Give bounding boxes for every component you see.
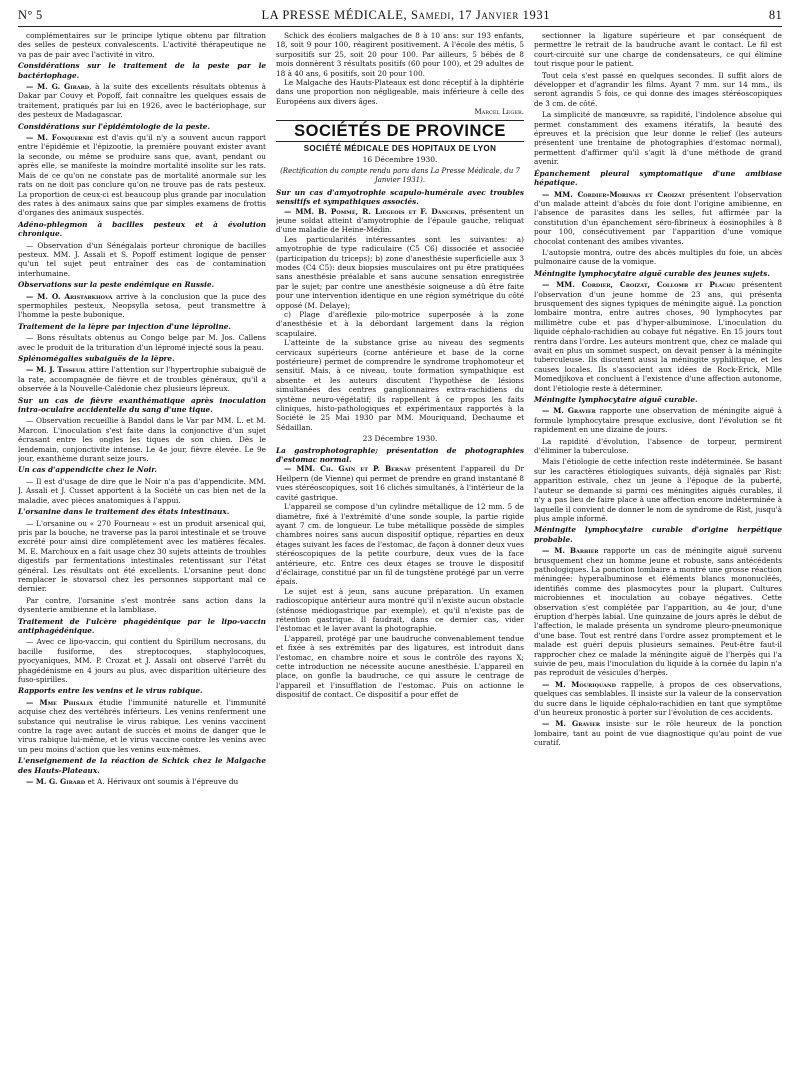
article-heading: Épanchement pleural symptomatique d'une amibiase hépatique.: [534, 168, 782, 188]
page-header: [18, 8, 782, 27]
column-2-body: [276, 188, 524, 433]
article-heading: Méningite lymphocytaire aiguë curable des jeunes sujets.: [534, 268, 770, 278]
author-names: — M. Barbier: [542, 546, 599, 556]
page-number-right: 81: [768, 8, 782, 22]
paragraph-text: Mais l'étiologie de cette infection reste indéterminée. Se basant sur les caractères étiologiques suivants, déjà signalés par Rist: apparition estivale, chez un jeune à l'époque de la puberté, l'auteur se demande si parmi ces méningites aiguës curables, il n'y a pas lieu de faire place à une affection encore indéterminée à laquelle il convient de donner le nom de syndrome de Rist, jusqu'à plus ample informé.: [534, 457, 782, 523]
author-names: — M. G. Girard: [26, 777, 86, 787]
article-paragraph: [18, 698, 266, 754]
author-names: — M. O. Aristarkhova: [26, 291, 113, 301]
article-paragraph: [276, 31, 524, 78]
author-names: — M. J. Tisseuil: [26, 365, 87, 375]
author-names: — M. Gravier: [542, 719, 601, 729]
paragraph-text: arrive à la conclusion que la puce des spermophiles pesteux, Neopsylla setosa, peut transmettre à l'homme la peste bubonique.: [18, 291, 266, 320]
author-names: — M. G. Girard: [26, 82, 90, 92]
article-paragraph: [534, 680, 782, 718]
column-1: [18, 31, 266, 1066]
article-paragraph: [18, 333, 266, 352]
article-paragraph: [276, 338, 524, 432]
article-paragraph: [276, 310, 524, 338]
article-paragraph: [534, 406, 782, 434]
paragraph-text: L'appareil, protégé par une baudruche convenablement tendue et fixée à ses extrémités par des ligatures, est introduit dans l'estomac, en chambre noire et sous le contrôle des rayons X; cette introduction ne nécessite aucune anesthésie. L'appareil en place, on gonfle la baudruche, ce qui assure le centrage de l'appareil et l'insufflation de l'estomac. Puis on actionne le dispositif de contact. Ce dispositif a pour effet de: [276, 633, 524, 700]
article-paragraph: [534, 190, 782, 246]
paragraph-text: rappelle, à propos de ces observations, quelques cas semblables. Il insiste sur la valeur de la conservation du sucre dans le liquide céphalo-rachidien en tant que symptôme d'un heureux pronostic à porter sur l'évolution de ces accidents.: [534, 679, 782, 718]
article-paragraph: [534, 546, 782, 678]
author-names: — MM. B. Pommé, R. Liégeois et F. Dancenis: [284, 206, 465, 216]
paragraph-text: rapporte une observation de méningite aiguë à formule lymphocytaire presque exclusive, dont l'évolution se fit rapidement en une dizaine de jours.: [534, 406, 782, 435]
article-paragraph: [534, 110, 782, 166]
paragraph-text: — Il est d'usage de dire que le Noir n'a pas d'appendicite. MM. J. Assali et J. Cusset apportent à la Société un cas bien net de la maladie, avec pièces anatomiques à l'appui.: [18, 476, 266, 505]
article-paragraph: [18, 416, 266, 463]
author-names: — MM. Cordier-Morinas et Croizat: [542, 189, 686, 199]
paragraph-text: — Bons résultats obtenus au Congo belge par M. Jos. Callens avec le produit de la trituration d'un lépromé injecté sous la peau.: [18, 333, 266, 352]
paragraph-text: rapporte un cas de méningite aiguë survenu brusquement chez un homme jeune et robuste, sans antécédents pathologiques. La ponction lombaire a montré une grosse réaction méningée: hyperalbuminose et éléments blancs mononucléés, identifiés comme des plasmocytes pour la plupart. Cultures microbiennes et inoculation au cobaye négatives. Cette observation s'est complétée par l'apparition, au 4e jour, d'une éruption d'herpès labial. Une quinzaine de jours après le début de l'affection, le malade présenta un syndrome pleuro-pneumonique d'une base. Tout est rentré dans l'ordre assez promptement et le malade est guéri depuis plusieurs semaines. Peut-être faut-il rapprocher chez ce malade la méningite aiguë de l'herpès qui l'a suivie de peu, mais l'inoculation du liquide à la cornée du lapin n'a pas reproduit de vésicules d'herpès.: [534, 546, 782, 678]
paragraph-text: L'atteinte de la substance grise au niveau des segments cervicaux supérieurs (corne antérieure et base de la corne postérieure) permet de comprendre le syndrome trophomoteur et sensitif. Mais, à ce niveau, toute formation sympathique est absente et les auteurs discutent l'hypothèse de lésions simultanées des centres ganglionnaires extra-rachidiens du système neuro-végétatif; ils rappellent à ce propos les faits cliniques, histo-pathologiques et expérimentaux rapportés à la Société le 25 Mai 1930 par MM. Mouriquand, Dechaume et Sédaillan.: [276, 338, 524, 432]
signature: Marcel Leger.: [474, 108, 524, 117]
article-paragraph: [18, 31, 266, 59]
article-heading: L'orsanine dans le traitement des états intestinaux.: [18, 507, 230, 517]
page-number-left: N° 5: [18, 8, 43, 22]
text-columns: [18, 31, 782, 1066]
article-paragraph: [534, 71, 782, 109]
column-2-bottom: [276, 446, 524, 700]
author-names: — M. Gravier: [542, 406, 596, 416]
paragraph-text: Le Malgache des Hauts-Plateaux est donc réceptif à la diphtérie dans une proportion non négligeable, mais inférieure à celle des Européens aux divers âges.: [276, 78, 524, 106]
paragraph-text: Schick des écoliers malgaches de 8 à 10 ans: sur 193 enfants, 18, soit 9 pour 100, réagirent positivement. A l'école des métis, 5 surpositifs sur 25, soit 20 pour 100. Par ailleurs, 5 bébés de 8 mois donnèrent 3 résultats positifs (60 pour 100), et 29 adultes de 18 à 40 ans, 6 positifs, soit 20 pour 100.: [276, 31, 524, 78]
article-heading: La gastrophotographie; présentation de photographies d'estomac normal.: [276, 445, 524, 465]
article-heading: Sur un cas d'amyotrophie scapulo-humérale avec troubles sensitifs et sympathiques associés.: [276, 187, 524, 207]
author-names: — MM. Cordier, Croizat, Collomb et Plachu: [542, 280, 736, 290]
article-paragraph: [18, 596, 266, 615]
article-paragraph: [276, 634, 524, 700]
paragraph-text: , présentent un jeune soldat atteint d'amyotrophie de l'épaule gauche, reliquat d'une maladie de Heine-Médin.: [276, 206, 524, 235]
article-paragraph: [534, 248, 782, 267]
article-heading: Observations sur la peste endémique en Russie.: [18, 280, 215, 290]
article-paragraph: [18, 777, 266, 786]
paragraph-text: sectionner la ligature supérieure et par conséquent de permettre le retrait de la baudruche avant le contact. Le fil est court-circuité sur une charge de condensateurs, ce qui élimine tout risque pour le patient.: [534, 31, 782, 69]
article-paragraph: [276, 207, 524, 235]
paragraph-text: , à la suite des excellents résultats obtenus à Dakar par Couvy et Popoff, fait connaître les quelques essais de traitement, pratiqués par lui en 1926, avec le bactériophage, sur des pesteux de Madagascar.: [18, 82, 266, 120]
paragraph-text: Le sujet est à jeun, sans aucune préparation. Un examen radioscopique antérieur aura montré qu'il n'existe aucun obstacle (sténose médiogastrique par exemple), et qu'il n'existe pas de rétention gastrique. Il faudrait, dans ce dernier cas, vider l'estomac et le laver avant la photographie.: [276, 586, 524, 634]
article-heading: Considérations sur l'épidémiologie de la peste.: [18, 121, 210, 131]
article-paragraph: [18, 133, 266, 218]
paragraph-text: est d'avis qu'il n'y a souvent aucun rapport entre l'épidémie et l'épizootie, la première pouvant exister avant la seconde, ou même se produire sans que, avant, pendant ou après elle, se manifeste la moindre mortalité insolite sur les rats. Mais de ce qu'on ne constate pas de mortalité anormale sur les rats on ne doit pas conclure qu'on ne trouve pas de rats pesteux. La proportion de ceux-ci est beaucoup plus grande par inoculation des rates à des animaux sains que par simples examens de frottis d'organes des animaux suspectés.: [18, 133, 266, 218]
author-names: — M. Mouriquand: [542, 679, 616, 689]
author-names: — Mme Phisalix: [26, 697, 93, 707]
article-heading: Considérations sur le traitement de la peste par le bactériophage.: [18, 61, 266, 80]
article-paragraph: [18, 365, 266, 393]
article-paragraph: [276, 502, 524, 587]
rectification-note: (Rectification du compte rendu paru dans La Presse Médicale, du 7 Janvier 1931).: [280, 166, 520, 185]
session-date-1: 16 Décembre 1930.: [362, 155, 438, 165]
article-heading: Sur un cas de fièvre exanthématique après inoculation intra-oculaire accidentelle du sang d'une tique.: [18, 395, 266, 415]
paragraph-text: attire l'attention sur l'hypertrophie subaiguë de la rate, accompagnée de fièvre et de troubles généraux, qu'il a observée à la Nouvelle-Calédonie chez plusieurs lépreux.: [18, 365, 266, 394]
paragraph-text: complémentaires sur le principe lytique obtenu par filtration des selles de pesteux convalescents. L'activité thérapeutique ne va pas de pair avec l'activité in vitro.: [18, 31, 266, 59]
paragraph-text: Les particularités intéressantes sont les suivantes: a) amyotrophie de type radiculaire (C5 C6) dissociée et associée (participation du triceps); b) zone d'anesthésie superficielle aux 3 modes (C4 C5): deux biopsies musculaires ont pu être pratiquées sans anesthésie préalable et sans aucune sensation enregistrée par le sujet; par contre une anesthésie soigneuse a dû être faite pour une intervention identique en une région symétrique du côté opposé (M. Delaye);: [276, 234, 524, 310]
article-paragraph: [276, 235, 524, 310]
article-heading: Rapports entre les venins et le virus rabique.: [18, 686, 203, 696]
article-paragraph: [18, 82, 266, 120]
session-date-2: 23 Décembre 1930.: [362, 434, 438, 444]
article-paragraph: [18, 637, 266, 684]
article-heading: Traitement de l'ulcère phagédénique par le lipo-vaccin antiphagédénique.: [18, 616, 266, 635]
article-heading: Méningite lymphocytaire aiguë curable.: [534, 395, 698, 405]
paragraph-text: — Observation recueillie à Bandol dans le Var par MM. L. et M. Marcon. L'inoculation s'est faite dans la conjonctive d'un sujet écrasant entre les ongles les tiques de son chien. Dès le lendemain, conjonctivite intense. Le 4e jour, fièvre élevée. Le 9e jour, exanthème durant seize jours.: [18, 416, 266, 464]
article-heading: L'enseignement de la réaction de Schick chez le Malgache des Hauts-Plateaux.: [18, 756, 266, 775]
paragraph-text: étudie l'immunité naturelle et l'immunité acquise chez des vertébrés inférieurs. Les venins renferment une substance qui neutralise le virus rabique. Les venins vaccinent contre la rage avec autant de succès et moins de danger que le virus rabique lui-même, et le virus vaccine contre les venins avec un peu moins d'action que les venins eux-mêmes.: [18, 697, 266, 754]
paragraph-text: présentent l'observation d'un jeune homme de 23 ans, qui présenta brusquement des signes typiques de méningite aiguë. La ponction lombaire montra, entre autres choses, 90 lymphocytes par millimètre cube et pas d'hyper-albuminose. L'inoculation du liquide céphalo-rachidien au cobaye fut négative. En 15 jours tout rentra dans l'ordre. Les auteurs montrent que, chez ce malade qui avait en plus un sommet suspect, on devait penser à la méningite tuberculeuse. Ils discutent aussi la méningite syphilitique, et les causes locales. Ils s'associent aux idées de Rock-Erick, Mlle Momedjikova et concluent à l'existence d'une affection autonome, dont l'étiologie reste à déterminer.: [534, 280, 782, 393]
paragraph-text: présentent l'appareil du Dr Heilpern (de Vienne) qui permet de prendre en grand instantané 8 vues stéréoscopiques, soit 16 clichés simultanés, à l'intérieur de la cavité gastrique.: [276, 464, 524, 502]
column-2-top: [276, 31, 524, 106]
article-paragraph: [18, 292, 266, 320]
paragraph-text: L'appareil se compose d'un cylindre métallique de 12 mm. 5 de diamètre, fixé à l'extrémité d'une sonde souple, la partie rigide ayant 7 cm. de longueur. Le tube métallique possède de simples chambres noires sans aucun dispositif optique, réparties en deux étages suivant les faces de l'estomac, de façon à donner deux vues stéréoscopiques de la petite courbure, deux vues de la face antérieure, etc. Entre ces deux étages se trouve le dispositif d'éclairage, constitué par un fil de tungstène protégé par un verre épais.: [276, 502, 524, 587]
column-2: [276, 31, 524, 1066]
article-paragraph: [534, 280, 782, 393]
paragraph-text: — Avec ce lipo-vaccin, qui contient du Spirillum necrosans, du bacille fusiforme, des streptocoques, staphylocoques, pyocyaniques, MM. P. Crozat et J. Assali ont observé l'arrêt du phagédénisme en 4 jours au plus, avec disparition ultérieure des fuso-spirilles.: [18, 637, 266, 684]
article-heading: Méningite lymphocytaire curable d'origine herpétique probable.: [534, 525, 782, 544]
paragraph-text: L'autopsie montra, outre des abcès multiples du foie, un abcès pulmonaire cause de la vomique.: [534, 247, 782, 267]
paragraph-text: — Observation d'un Sénégalais porteur chronique de bacilles pesteux. MM. J. Assali et S. Popoff estiment logique de penser qu'un tel sujet peut entraîner des cas de contamination interhumaine.: [18, 240, 266, 278]
paragraph-text: présentent l'observation d'un malade atteint d'abcès du foie dont l'origine amibienne, en l'absence de parasites dans les selles, fut affirmée par la constitution d'un épanchement séro-fibrineux à éosinophiles à 8 pour 100, consécutivement par l'apparition d'une vomique chocolat contenant des amibes vivantes.: [534, 189, 782, 246]
paragraph-text: insiste sur le rôle heureux de la ponction lombaire, tant au point de vue diagnostique qu'au point de vue curatif.: [534, 719, 782, 748]
article-heading: Splénomégalies subaiguës de la lèpre.: [18, 354, 175, 363]
article-paragraph: [534, 437, 782, 456]
article-heading: Traitement de la lèpre par injection d'une léproline.: [18, 321, 231, 331]
paragraph-text: c) Plage d'aréflexie pilo-motrice superposée à la zone d'anesthésie et à la débordant largement dans la région scapulaire.: [276, 309, 524, 338]
article-heading: Adéno-phlegmon à bacilles pesteux et à évolution chronique.: [18, 219, 266, 239]
article-paragraph: [534, 31, 782, 69]
section-title: SOCIÉTÉS DE PROVINCE: [276, 120, 524, 142]
article-paragraph: [276, 78, 524, 106]
article-paragraph: [18, 519, 266, 594]
column-3: [534, 31, 782, 1066]
paragraph-text: Par contre, l'orsanine s'est montrée sans action dans la dysenterie amibienne et la lambliase.: [18, 595, 266, 615]
article-paragraph: [534, 719, 782, 747]
journal-title: LA PRESSE MÉDICALE, Samedi, 17 Janvier 1931: [261, 8, 551, 22]
society-name: SOCIÉTÉ MÉDICALE DES HOPITAUX DE LYON: [303, 144, 497, 154]
paragraph-text: La rapidité d'évolution, l'absence de torpeur, permirent d'éliminer la tuberculose.: [534, 436, 782, 456]
article-paragraph: [276, 464, 524, 502]
paragraph-text: et A. Hérivaux ont soumis à l'épreuve du: [85, 777, 239, 787]
article-paragraph: [18, 477, 266, 505]
article-heading: Un cas d'appendicite chez le Noir.: [18, 465, 157, 475]
article-paragraph: [18, 241, 266, 279]
paragraph-text: Tout cela s'est passé en quelques secondes. Il suffit alors de développer et d'agrandir les films. Ayant 7 mm. sur 14 mm., ils seront agrandis 5 fois, ce qui donne des images stéréoscopiques de 3 cm. de côté.: [534, 70, 782, 108]
author-names: — MM. Ch. Gaïn et P. Bernay: [284, 464, 411, 474]
paragraph-text: La simplicité de manœuvre, sa rapidité, l'indolence absolue qui permet constamment des examens itératifs, la beauté des épreuves et la précision que leur donne le relief (les auteurs présentent une trentaine de photographies d'estomac normal), permettent d'affirmer qu'il s'agit là d'une méthode de grand avenir.: [534, 110, 782, 167]
paragraph-text: — L'orsanine ou « 270 Fourneau » est un produit arsenical qui, pris par la bouche, ne traverse pas la paroi intestinale et se trouve excrété pour ainsi dire complètement avec les matières fécales. M. E. Marchoux en a fait usage chez 30 sujets atteints de troubles digestifs par fermentations intestinales retentissant sur l'état général. Les résultats ont été excellents. L'orsanine peut donc remplacer le stovarsol chez les personnes supportant mal ce dernier.: [18, 518, 266, 594]
article-paragraph: [534, 457, 782, 523]
article-paragraph: [276, 587, 524, 634]
author-names: — M. Fonquernie: [26, 133, 94, 143]
